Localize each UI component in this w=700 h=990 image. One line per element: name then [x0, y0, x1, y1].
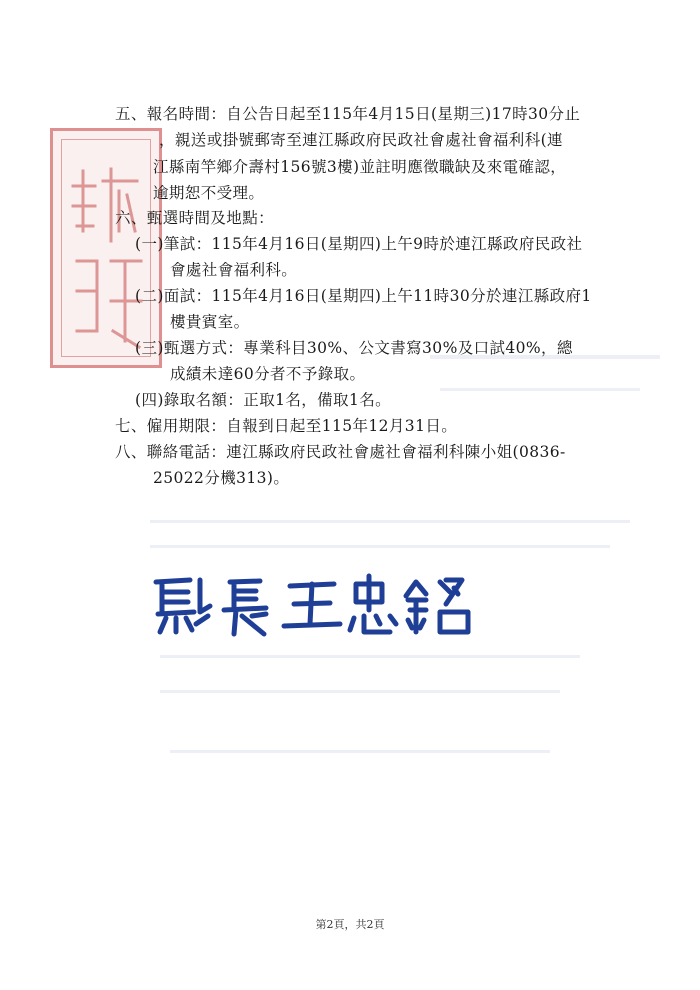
item8-line1: 八、聯絡電話：連江縣政府民政社會處社會福利科陳小姐(0836- — [115, 443, 566, 461]
item6-sub1-line1: (一)筆試：115年4月16日(星期四)上午9時於連江縣政府民政社 — [135, 235, 583, 253]
bleed-through-mark — [440, 388, 640, 391]
item7-line1: 七、僱用期限：自報到日起至115年12月31日。 — [115, 417, 458, 435]
bleed-through-mark — [150, 545, 610, 548]
bleed-through-mark — [170, 750, 550, 753]
item6-heading: 六、甄選時間及地點： — [115, 209, 275, 227]
bleed-through-mark — [160, 655, 580, 658]
item5-line3: 江縣南竿鄉介壽村156號3樓)並註明應徵職缺及來電確認， — [153, 158, 567, 176]
item6-sub2-line2: 樓貴賓室。 — [170, 313, 250, 331]
page-number-footer: 第2頁，共2頁 — [315, 918, 385, 931]
item5-line4: 逾期恕不受理。 — [153, 184, 265, 202]
item5-line1: 五、報名時間：自公告日起至115年4月15日(星期三)17時30分止 — [115, 105, 581, 123]
item6-sub3-line1: (三)甄選方式：專業科目30%、公文書寫30%及口試40%，總 — [135, 339, 573, 357]
item6-sub2-line1: (二)面試：115年4月16日(星期四)上午11時30分於連江縣政府1 — [135, 287, 592, 305]
magistrate-signature — [150, 572, 480, 646]
item6-sub4-line1: (四)錄取名額：正取1名，備取1名。 — [135, 391, 392, 409]
item8-line2: 25022分機313)。 — [153, 469, 290, 487]
item6-sub1-line2: 會處社會福利科。 — [170, 261, 298, 279]
item6-sub3-line2: 成績未達60分者不予錄取。 — [170, 365, 366, 383]
bleed-through-mark — [150, 520, 630, 523]
bleed-through-mark — [160, 690, 560, 693]
item5-line2: ，親送或掛號郵寄至連江縣政府民政社會處社會福利科(連 — [159, 131, 563, 149]
